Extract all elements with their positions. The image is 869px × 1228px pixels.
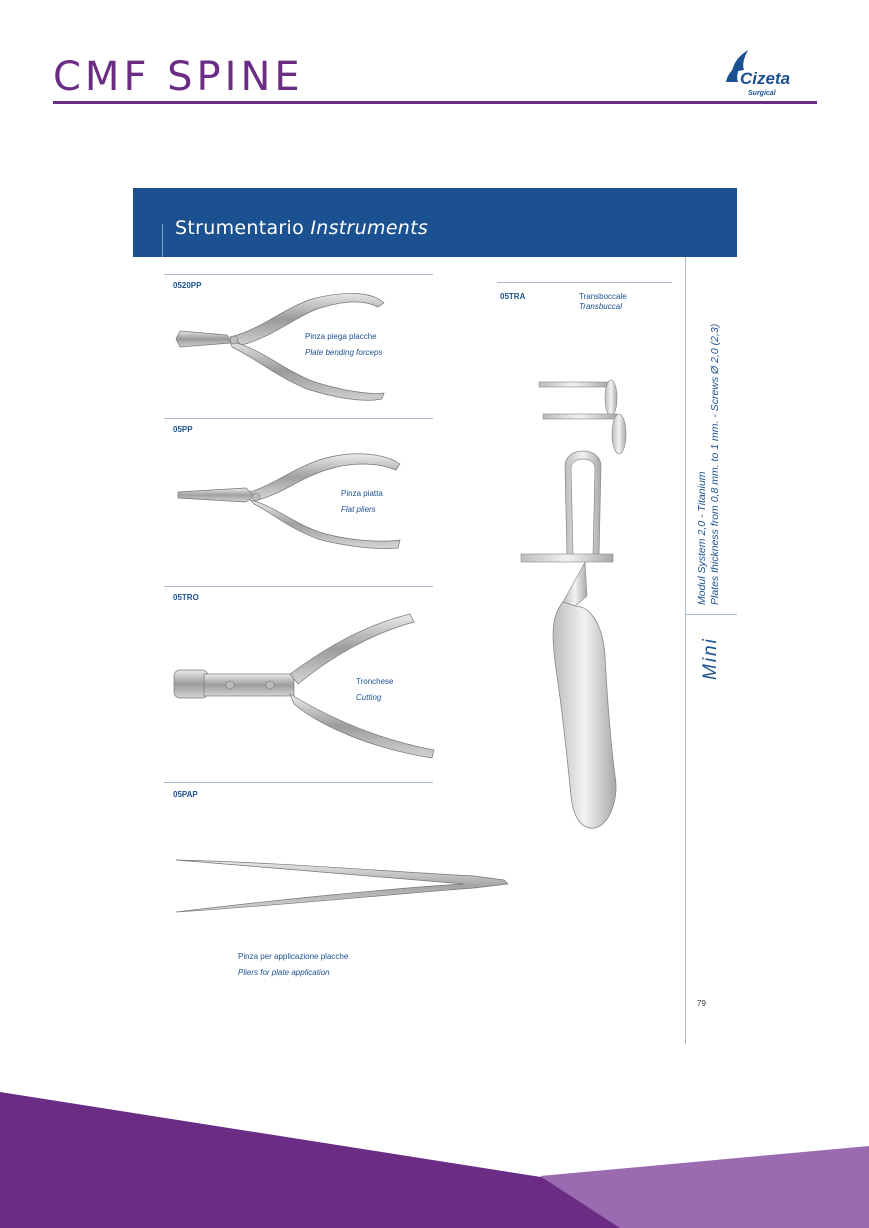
side-vertical-rule: [685, 257, 686, 1044]
product-label: [305, 331, 382, 359]
product-code: 05TRO: [173, 593, 199, 602]
product-label: [579, 292, 627, 312]
page-number: 79: [697, 999, 706, 1008]
divider: [164, 586, 433, 587]
divider: [164, 418, 433, 419]
section-title-en: Instruments: [310, 217, 429, 239]
product-label: [238, 951, 348, 979]
svg-text:Cizeta: Cizeta: [740, 69, 791, 88]
plate-application-pliers-image: [174, 854, 510, 916]
side-spec-text: [696, 324, 722, 605]
header-rule: [53, 101, 817, 104]
side-separator: [685, 614, 737, 615]
product-label: [341, 488, 383, 516]
product-code: 05TRA: [500, 292, 526, 301]
product-name-it: Transboccale: [579, 292, 627, 301]
product-name-en: Transbuccal: [579, 302, 622, 311]
side-spec-line1: Modul System 2,0 - Titanium: [696, 471, 708, 605]
side-spec-line2: Plates thickness from 0,8 mm. to 1 mm. - Screws Ø 2,0 (2,3): [709, 323, 721, 605]
product-code: 05PAP: [173, 790, 198, 799]
divider: [497, 282, 672, 283]
svg-text:Surgical: Surgical: [748, 90, 776, 97]
divider: [164, 782, 433, 783]
transbuccal-instrument-image: [515, 376, 645, 836]
cizeta-logo-icon: [722, 50, 818, 98]
product-name-it: Tronchese: [356, 677, 394, 686]
product-name-en: Plate bending forceps: [305, 348, 383, 357]
footer-decoration: [0, 1090, 869, 1228]
side-category-label: Mini: [700, 637, 721, 680]
product-code: 05PP: [173, 425, 193, 434]
product-label: [356, 676, 394, 704]
brand-logo: [722, 50, 818, 98]
product-name-it: Pinza per applicazione placche: [238, 952, 349, 961]
product-name-en: Cutting: [356, 693, 382, 702]
section-title: [175, 217, 428, 239]
section-title-it: Strumentario: [175, 217, 305, 239]
divider: [164, 274, 433, 275]
page-title: CMF SPINE: [53, 54, 304, 100]
product-name-en: Pliers for plate application: [238, 968, 330, 977]
product-code: 0520PP: [173, 281, 202, 290]
product-name-it: Pinza piega placche: [305, 332, 377, 341]
cutting-pliers-image: [170, 612, 440, 762]
product-name-it: Pinza piatta: [341, 489, 383, 498]
product-name-en: Flat pliers: [341, 505, 376, 514]
banner-separator: [162, 224, 163, 257]
